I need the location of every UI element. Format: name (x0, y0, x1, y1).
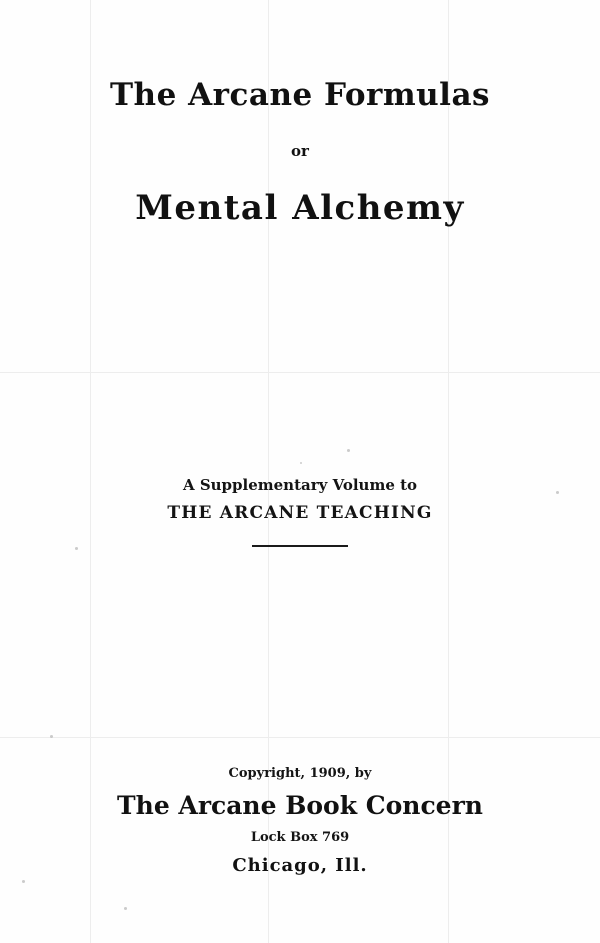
page-title: The Arcane Formulas (109, 77, 490, 113)
supplementary-note (0, 476, 600, 547)
scan-speck (124, 907, 127, 910)
scan-speck (22, 880, 25, 883)
page-subtitle: Mental Alchemy (135, 188, 465, 229)
lock-box-line: Lock Box 769 (250, 830, 350, 845)
scan-speck (300, 462, 302, 464)
scan-speck (347, 449, 350, 452)
supplementary-line-1: A Supplementary Volume to (182, 476, 418, 494)
scan-speck (75, 547, 78, 550)
supplementary-line-2: THE ARCANE TEACHING (167, 503, 433, 523)
imprint-block (0, 766, 600, 876)
publisher-name: The Arcane Book Concern (117, 791, 483, 820)
horizontal-rule (252, 545, 348, 547)
city-line: Chicago, Ill. (232, 855, 368, 876)
title-connector: or (291, 142, 309, 161)
scan-artifact (0, 372, 600, 373)
book-title-block (0, 78, 600, 228)
copyright-line: Copyright, 1909, by (228, 766, 372, 781)
scan-artifact (0, 737, 600, 738)
scan-speck (50, 735, 53, 738)
